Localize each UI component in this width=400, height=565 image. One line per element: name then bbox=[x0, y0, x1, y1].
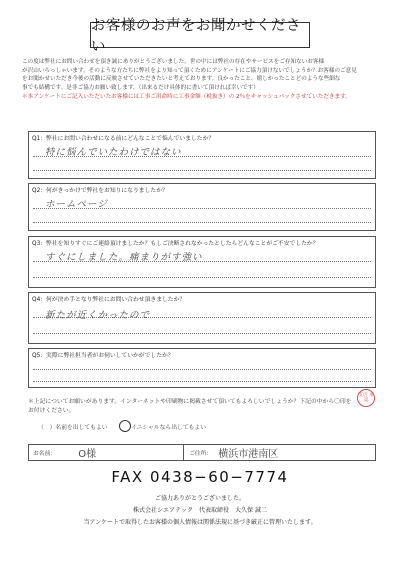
question-label: Q3：弊社を知りすぐにご連絡頂けましたか？もしご決断されなかったとしたらどんなことがご不安でしたか？ bbox=[32, 241, 319, 247]
stamp-text: 支店 承認 bbox=[358, 393, 374, 403]
answer-line bbox=[33, 369, 371, 370]
selected-circle-mark[interactable] bbox=[119, 420, 131, 432]
question-box-q5 bbox=[28, 348, 376, 388]
address-value[interactable]: 横浜市港南区 bbox=[218, 449, 279, 460]
info-row bbox=[28, 444, 376, 461]
footer-privacy: 当アンケートで取得したお客様の個人情報は関係法規に基づき厳正に管理いたします。 bbox=[83, 519, 317, 526]
answer-text[interactable]: ホームページ bbox=[45, 199, 108, 210]
answer-line bbox=[33, 277, 371, 278]
consent-option-name[interactable]: （ ）名前を出してもよい bbox=[38, 425, 108, 431]
question-box-q4 bbox=[28, 292, 376, 344]
page-title bbox=[90, 18, 310, 55]
intro-line: この度は弊社にお問い合わせを頂き誠にありがとうございました。世の中には弊社の存在やサービスをご存知ないお客様 bbox=[22, 59, 325, 65]
address-label: ご住所： bbox=[189, 451, 213, 457]
name-cell bbox=[33, 445, 184, 460]
answer-line bbox=[33, 170, 371, 171]
intro-text bbox=[22, 58, 382, 102]
question-label: Q4：何が決め手となり弊社にお問い合わせ頂きましたか？ bbox=[32, 297, 186, 303]
intro-line: 事でも結構です。是非ご協力お願い致します。（出来るだけ具体的に書いて頂ければ幸いです） bbox=[22, 85, 259, 92]
answer-text[interactable]: 新たが近くかったので bbox=[45, 310, 151, 321]
footer-company: 株式会社シエアテック 代表取締役 大久保 誠二 bbox=[133, 507, 267, 514]
footer-thanks: ご協力ありがとうございました。 bbox=[154, 495, 245, 502]
question-box-q3 bbox=[28, 236, 376, 288]
question-box-q1 bbox=[28, 131, 376, 179]
fax-number: FAX 0438−60−7774 bbox=[111, 468, 289, 486]
cashback-note: ＊本アンケートにご記入いただいたお客様には工事ご用命時に工事金額（税抜き）の 2％をキャッシュバックさせていただきます。 bbox=[22, 93, 351, 100]
answer-line bbox=[33, 381, 371, 382]
name-value[interactable]: O様 bbox=[78, 449, 97, 460]
name-label: お名前： bbox=[33, 451, 57, 457]
question-label: Q1：弊社にお問い合わせになる前にどんなことで悩んでいましたか？ bbox=[32, 136, 215, 142]
question-label: Q2：何がきっかけで弊社をお知りになりましたか？ bbox=[32, 188, 168, 194]
consent-question: ＊上記についてお願いがあります。インターネットや印刷物に掲載させて頂いてもよろしいでしょうか？下記の中から〇印を bbox=[28, 399, 352, 405]
approval-stamp bbox=[357, 389, 375, 407]
page-title-text: お客様のお声をお聞かせください bbox=[91, 18, 301, 55]
answer-line bbox=[33, 333, 371, 334]
intro-line: が沢山いらっしゃいます。そのような方たちに弊社をより知って頂くためにアンケートにご協力頂けないでしょうか？お客様のご意見 bbox=[22, 67, 357, 74]
question-label: Q5：実際に弊社担当者がお伺いしていかがでしたか？ bbox=[32, 353, 174, 359]
address-cell bbox=[189, 445, 369, 460]
consent-option-initials[interactable]: イニシャルなら出してもよい bbox=[131, 425, 207, 431]
intro-line: をお聞かせいただき今後の活動に反映させていただきたいと考えております。良かったこと、嬉しかったことどのような些細な bbox=[22, 76, 341, 83]
answer-line bbox=[33, 222, 371, 223]
consent-question-2: お付けください。 bbox=[28, 408, 75, 414]
answer-text[interactable]: 特に悩んでいたわけではない bbox=[45, 147, 182, 158]
answer-text[interactable]: すぐにしました。痛まりがす強い bbox=[45, 252, 203, 263]
question-box-q2 bbox=[28, 183, 376, 231]
